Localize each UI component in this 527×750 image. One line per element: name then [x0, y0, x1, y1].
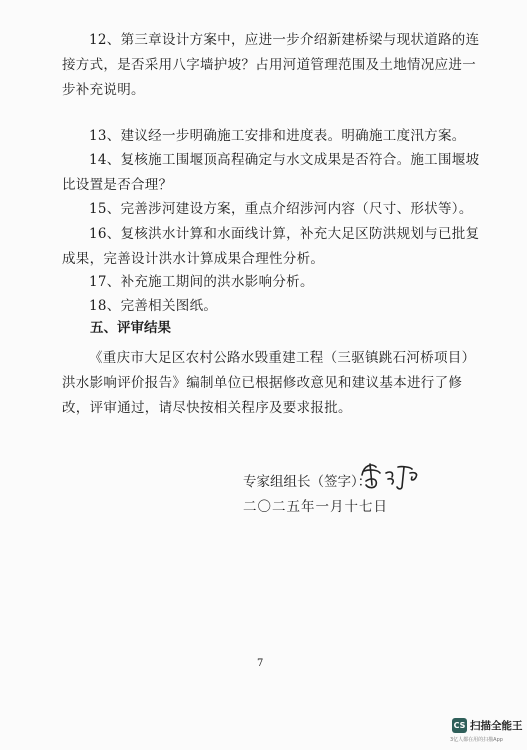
section-heading: 五、评审结果 — [90, 320, 171, 336]
handwritten-signature — [354, 455, 434, 493]
item-15: 15、完善涉河建设方案，重点介绍涉河内容（尺寸、形状等）。 — [89, 201, 473, 217]
watermark-tagline: 3亿人都在用的扫描App — [450, 737, 503, 743]
date: 二〇二五年一月十七日 — [243, 499, 388, 515]
watermark-name: 扫描全能王 — [470, 720, 523, 732]
item-13: 13、建议经一步明确施工安排和进度表。明确施工度汛方案。 — [89, 128, 466, 144]
signature-label: 专家组组长（签字）： — [243, 474, 372, 490]
item-17: 17、补充施工期间的洪水影响分析。 — [89, 274, 314, 290]
page-number: 7 — [257, 658, 264, 669]
cs-logo-icon: CS — [452, 718, 467, 733]
item-16: 16、复核洪水计算和水面线计算，补充大足区防洪规划与已批复成果，完善设计洪水计算成果合理性分析。 — [62, 226, 480, 267]
conclusion-paragraph: 《重庆市大足区农村公路水毁重建工程（三驱镇跳石河桥项目）洪水影响评价报告》编制单位已根据修改意见和建议基本进行了修改，评审通过，请尽快按相关程序及要求报批。 — [62, 350, 476, 416]
item-12: 12、第三章设计方案中，应进一步介绍新建桥梁与现状道路的连接方式，是否采用八字墙护坡？占用河道管理范围及土地情况应进一步补充说明。 — [62, 32, 480, 98]
scanner-watermark — [452, 718, 523, 733]
item-18: 18、完善相关图纸。 — [89, 298, 218, 314]
item-14: 14、复核施工围堰顶高程确定与水文成果是否符合。施工围堰坡比设置是否合理？ — [62, 152, 480, 193]
